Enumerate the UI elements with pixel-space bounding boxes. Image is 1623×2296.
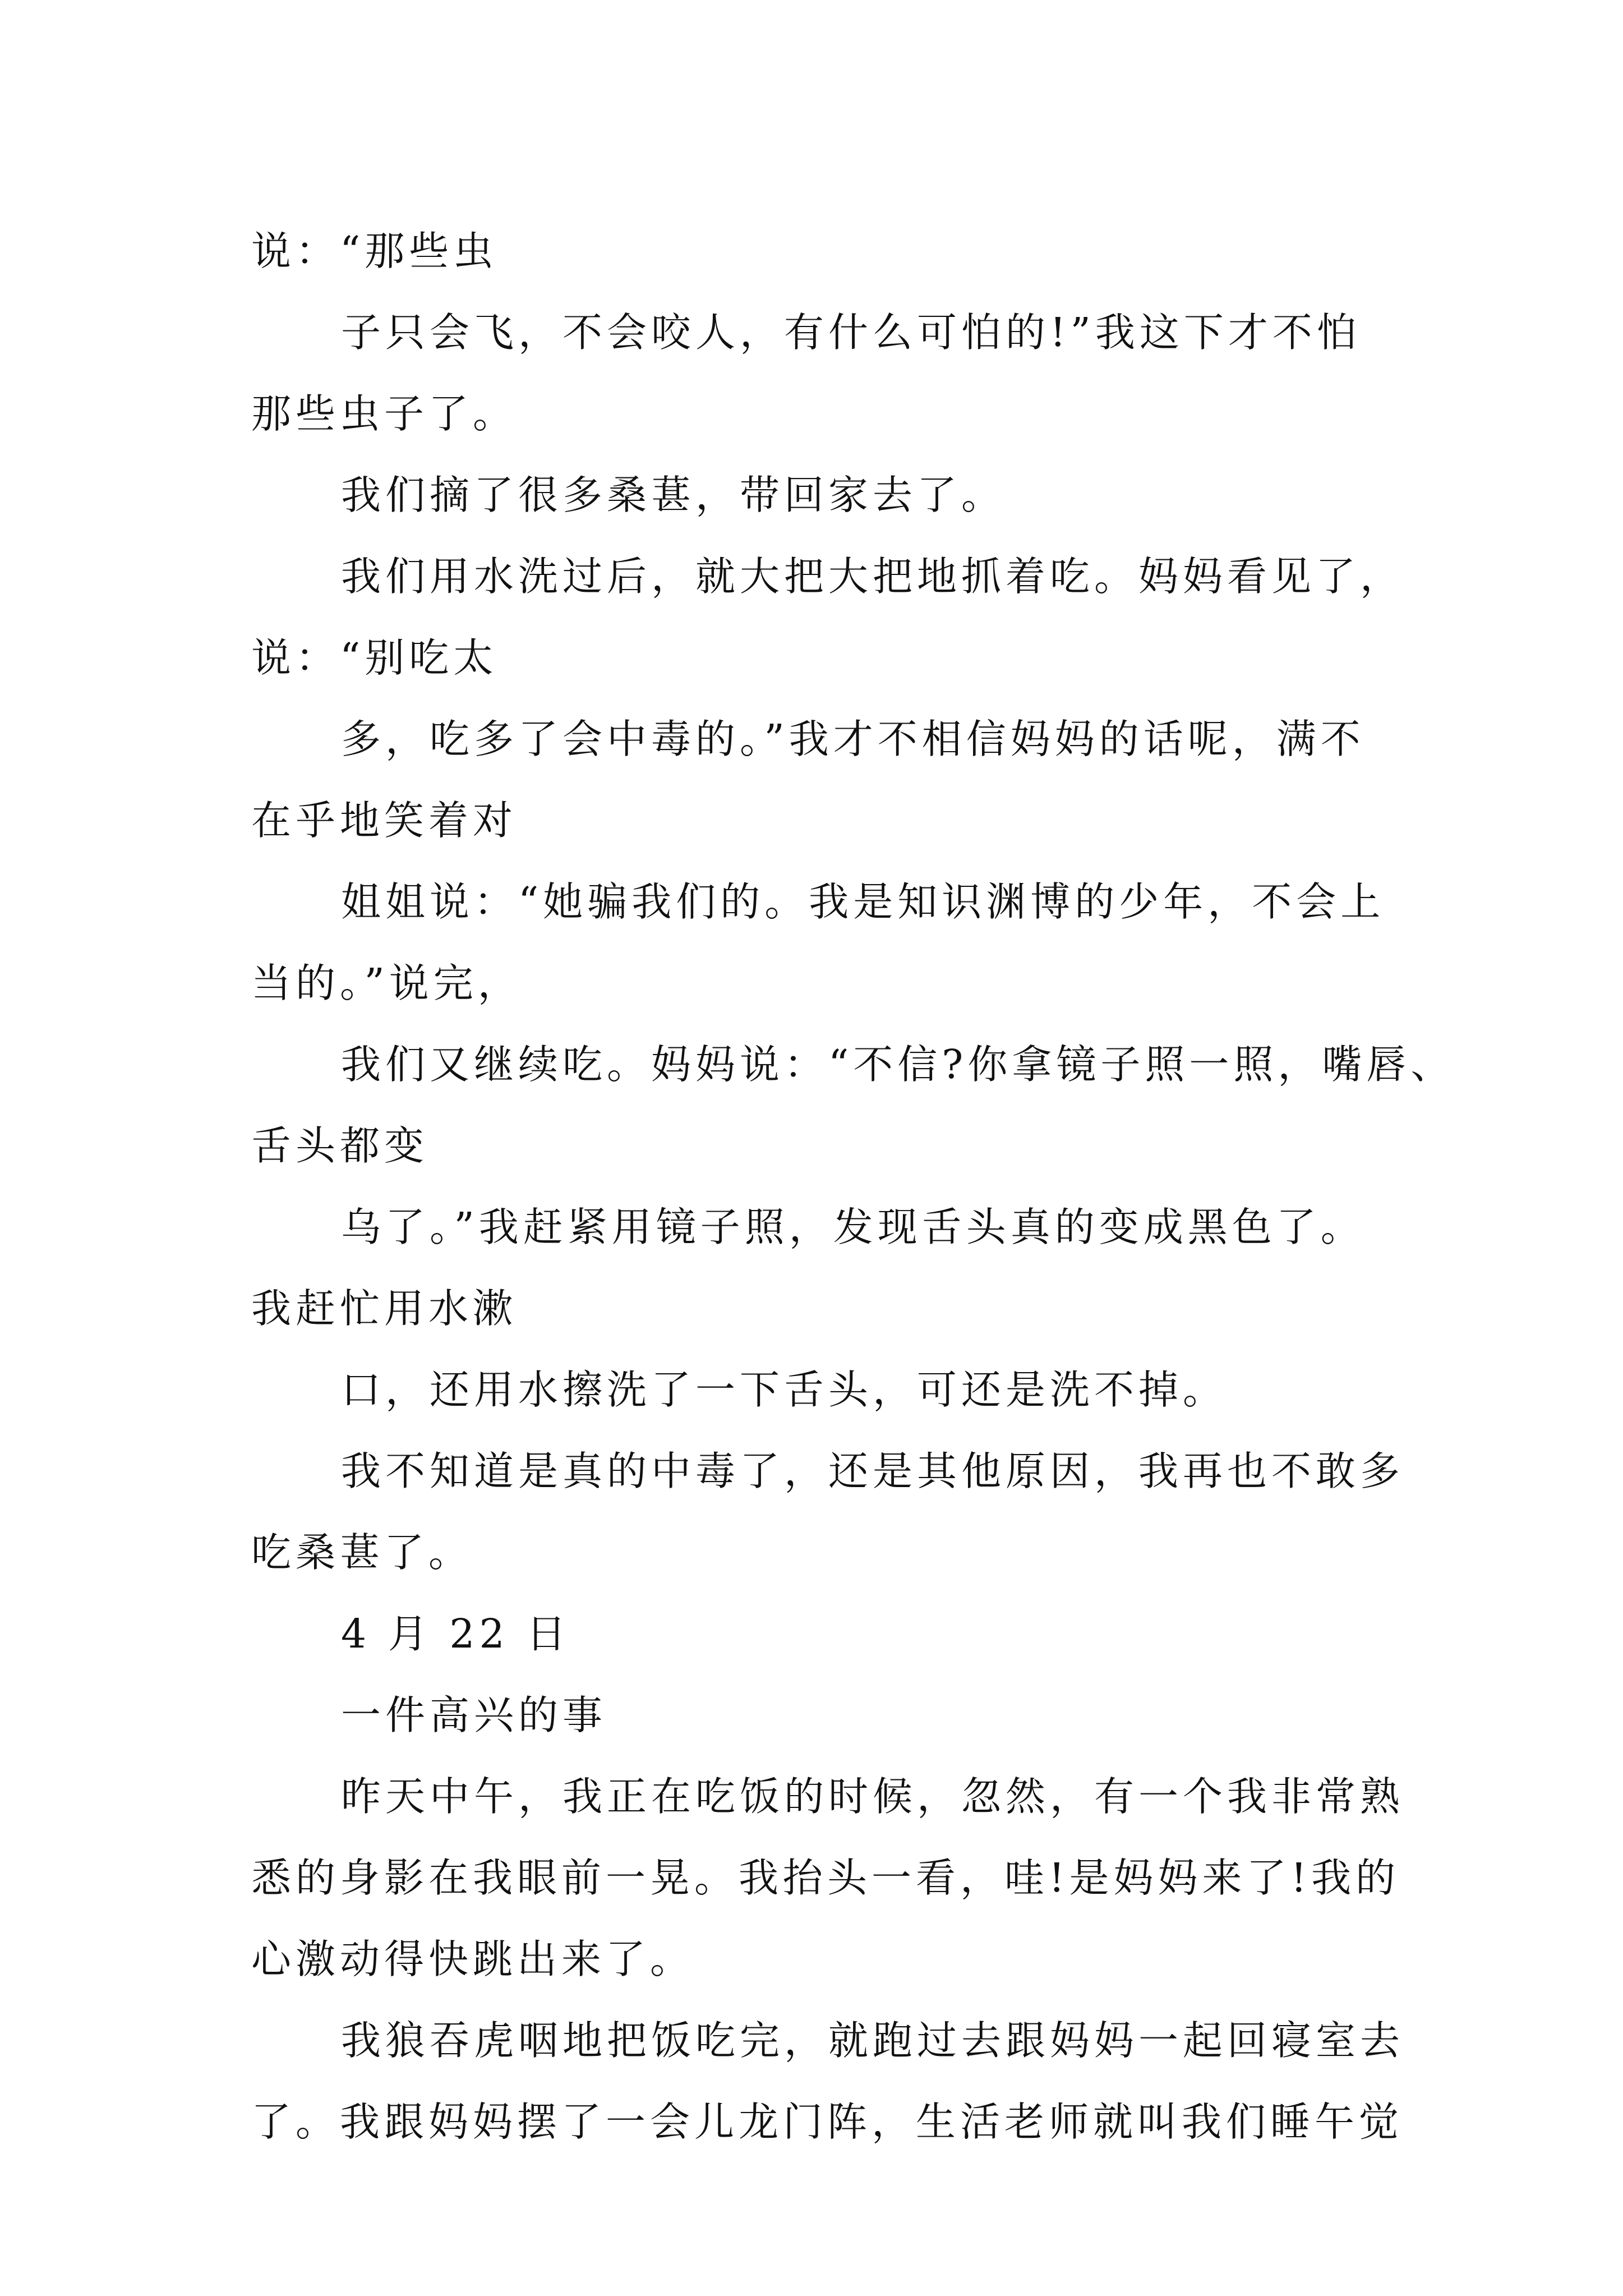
text-line: 子只会飞，不会咬人，有什么可怕的!”我这下才不怕: [341, 309, 1361, 356]
text-line: 我们摘了很多桑葚，带回家去了。: [341, 472, 1006, 518]
text-line: 我赶忙用水漱: [251, 1285, 518, 1332]
text-line: 姐姐说：“她骗我们的。我是知识渊博的少年，不会上: [341, 878, 1385, 925]
text-line: 我们又继续吃。妈妈说：“不信?你拿镜子照一照，嘴唇、: [341, 1041, 1455, 1088]
text-line: 了。我跟妈妈摆了一会儿龙门阵，生活老师就叫我们睡午觉: [251, 2099, 1404, 2145]
text-line: 舌头都变: [251, 1122, 429, 1169]
text-line: 我狼吞虎咽地把饭吃完，就跑过去跟妈妈一起回寝室去: [341, 2017, 1405, 2064]
text-line: 我们用水洗过后，就大把大把地抓着吃。妈妈看见了，: [341, 553, 1405, 600]
text-line: 悉的身影在我眼前一晃。我抬头一看，哇!是妈妈来了!我的: [251, 1855, 1400, 1901]
text-line: 心激动得快跳出来了。: [251, 1936, 695, 1982]
text-line: 在乎地笑着对: [251, 797, 518, 844]
document-body: [251, 210, 1455, 2162]
text-line: 昨天中午，我正在吃饭的时候，忽然，有一个我非常熟: [341, 1773, 1405, 1820]
text-line: 我不知道是真的中毒了，还是其他原因，我再也不敢多: [341, 1448, 1405, 1494]
date-line: 4 月 22 日: [341, 1611, 571, 1657]
entry-title: 一件高兴的事: [341, 1692, 607, 1738]
text-line: 乌了。”我赶紧用镜子照，发现舌头真的变成黑色了。: [341, 1204, 1365, 1250]
text-line: 那些虫子了。: [251, 390, 518, 437]
text-line: 吃桑葚了。: [251, 1529, 473, 1576]
text-line: 说：“那些虫: [251, 228, 498, 274]
text-line: 说：“别吃太: [251, 634, 498, 681]
text-line: 口，还用水擦洗了一下舌头，可还是洗不掉。: [341, 1366, 1228, 1413]
text-line: 当的。”说完，: [251, 960, 522, 1006]
text-line: 多，吃多了会中毒的。”我才不相信妈妈的话呢，满不: [341, 716, 1365, 762]
